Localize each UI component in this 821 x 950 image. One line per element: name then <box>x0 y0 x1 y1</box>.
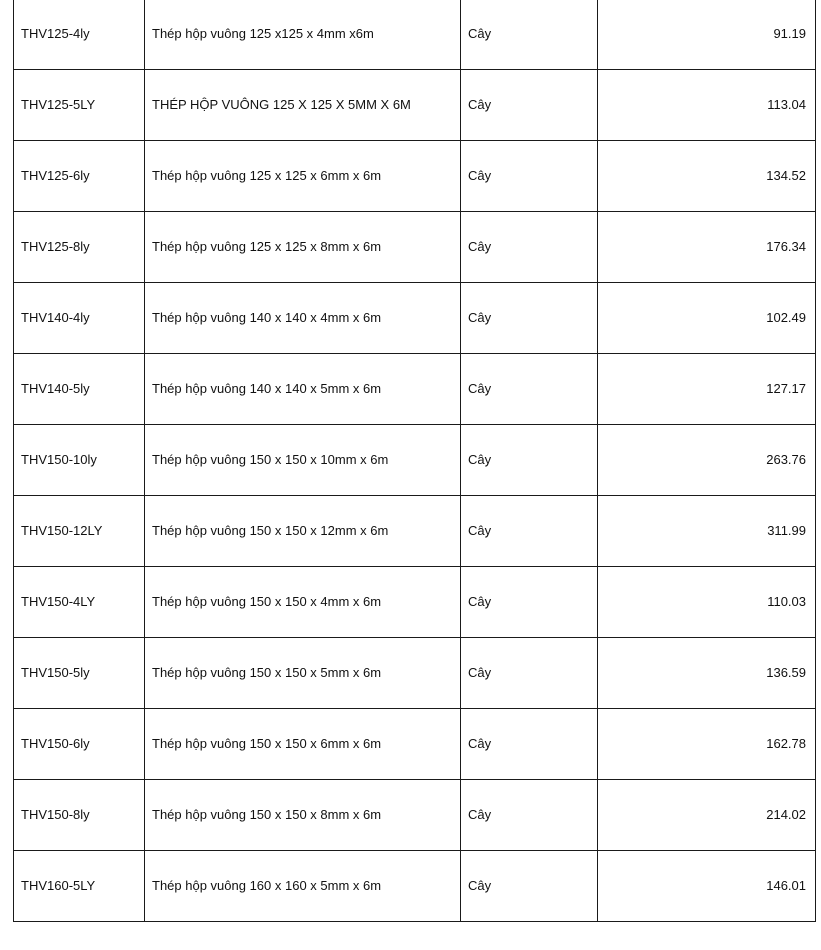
price-cell: 110.03 <box>598 567 816 638</box>
unit-cell: Cây <box>461 0 598 70</box>
product-description-cell: Thép hộp vuông 150 x 150 x 8mm x 6m <box>145 780 461 851</box>
price-cell: 113.04 <box>598 70 816 141</box>
price-cell: 134.52 <box>598 141 816 212</box>
product-code-cell: THV125-5LY <box>14 70 145 141</box>
product-description-cell: Thép hộp vuông 125 x 125 x 6mm x 6m <box>145 141 461 212</box>
product-code-cell: THV150-10ly <box>14 425 145 496</box>
price-cell: 91.19 <box>598 0 816 70</box>
price-table-body <box>14 0 816 922</box>
product-description-cell: Thép hộp vuông 140 x 140 x 5mm x 6m <box>145 354 461 425</box>
product-description-cell: Thép hộp vuông 125 x125 x 4mm x6m <box>145 0 461 70</box>
product-code-cell: THV150-8ly <box>14 780 145 851</box>
price-cell: 311.99 <box>598 496 816 567</box>
price-table-container <box>13 0 815 922</box>
product-description-cell: THÉP HỘP VUÔNG 125 X 125 X 5MM X 6M <box>145 70 461 141</box>
product-code-cell: THV140-5ly <box>14 354 145 425</box>
table-row <box>14 851 816 922</box>
unit-cell: Cây <box>461 425 598 496</box>
product-description-cell: Thép hộp vuông 160 x 160 x 5mm x 6m <box>145 851 461 922</box>
product-code-cell: THV125-8ly <box>14 212 145 283</box>
product-code-cell: THV140-4ly <box>14 283 145 354</box>
product-code-cell: THV125-4ly <box>14 0 145 70</box>
unit-cell: Cây <box>461 141 598 212</box>
table-row <box>14 0 816 70</box>
price-cell: 263.76 <box>598 425 816 496</box>
product-code-cell: THV160-5LY <box>14 851 145 922</box>
unit-cell: Cây <box>461 354 598 425</box>
price-cell: 176.34 <box>598 212 816 283</box>
table-row <box>14 354 816 425</box>
unit-cell: Cây <box>461 70 598 141</box>
product-description-cell: Thép hộp vuông 150 x 150 x 6mm x 6m <box>145 709 461 780</box>
product-description-cell: Thép hộp vuông 140 x 140 x 4mm x 6m <box>145 283 461 354</box>
table-row <box>14 496 816 567</box>
unit-cell: Cây <box>461 496 598 567</box>
table-row <box>14 212 816 283</box>
unit-cell: Cây <box>461 638 598 709</box>
table-row <box>14 141 816 212</box>
table-row <box>14 70 816 141</box>
price-cell: 136.59 <box>598 638 816 709</box>
table-row <box>14 283 816 354</box>
table-row <box>14 709 816 780</box>
price-cell: 146.01 <box>598 851 816 922</box>
product-code-cell: THV150-12LY <box>14 496 145 567</box>
unit-cell: Cây <box>461 212 598 283</box>
price-cell: 214.02 <box>598 780 816 851</box>
unit-cell: Cây <box>461 851 598 922</box>
product-code-cell: THV150-5ly <box>14 638 145 709</box>
product-description-cell: Thép hộp vuông 150 x 150 x 12mm x 6m <box>145 496 461 567</box>
unit-cell: Cây <box>461 283 598 354</box>
price-cell: 127.17 <box>598 354 816 425</box>
price-cell: 162.78 <box>598 709 816 780</box>
table-row <box>14 567 816 638</box>
product-code-cell: THV150-6ly <box>14 709 145 780</box>
product-code-cell: THV125-6ly <box>14 141 145 212</box>
unit-cell: Cây <box>461 780 598 851</box>
product-description-cell: Thép hộp vuông 125 x 125 x 8mm x 6m <box>145 212 461 283</box>
price-cell: 102.49 <box>598 283 816 354</box>
unit-cell: Cây <box>461 567 598 638</box>
unit-cell: Cây <box>461 709 598 780</box>
product-description-cell: Thép hộp vuông 150 x 150 x 10mm x 6m <box>145 425 461 496</box>
table-row <box>14 780 816 851</box>
table-row <box>14 425 816 496</box>
table-row <box>14 638 816 709</box>
product-code-cell: THV150-4LY <box>14 567 145 638</box>
product-description-cell: Thép hộp vuông 150 x 150 x 5mm x 6m <box>145 638 461 709</box>
product-description-cell: Thép hộp vuông 150 x 150 x 4mm x 6m <box>145 567 461 638</box>
price-table <box>13 0 816 922</box>
